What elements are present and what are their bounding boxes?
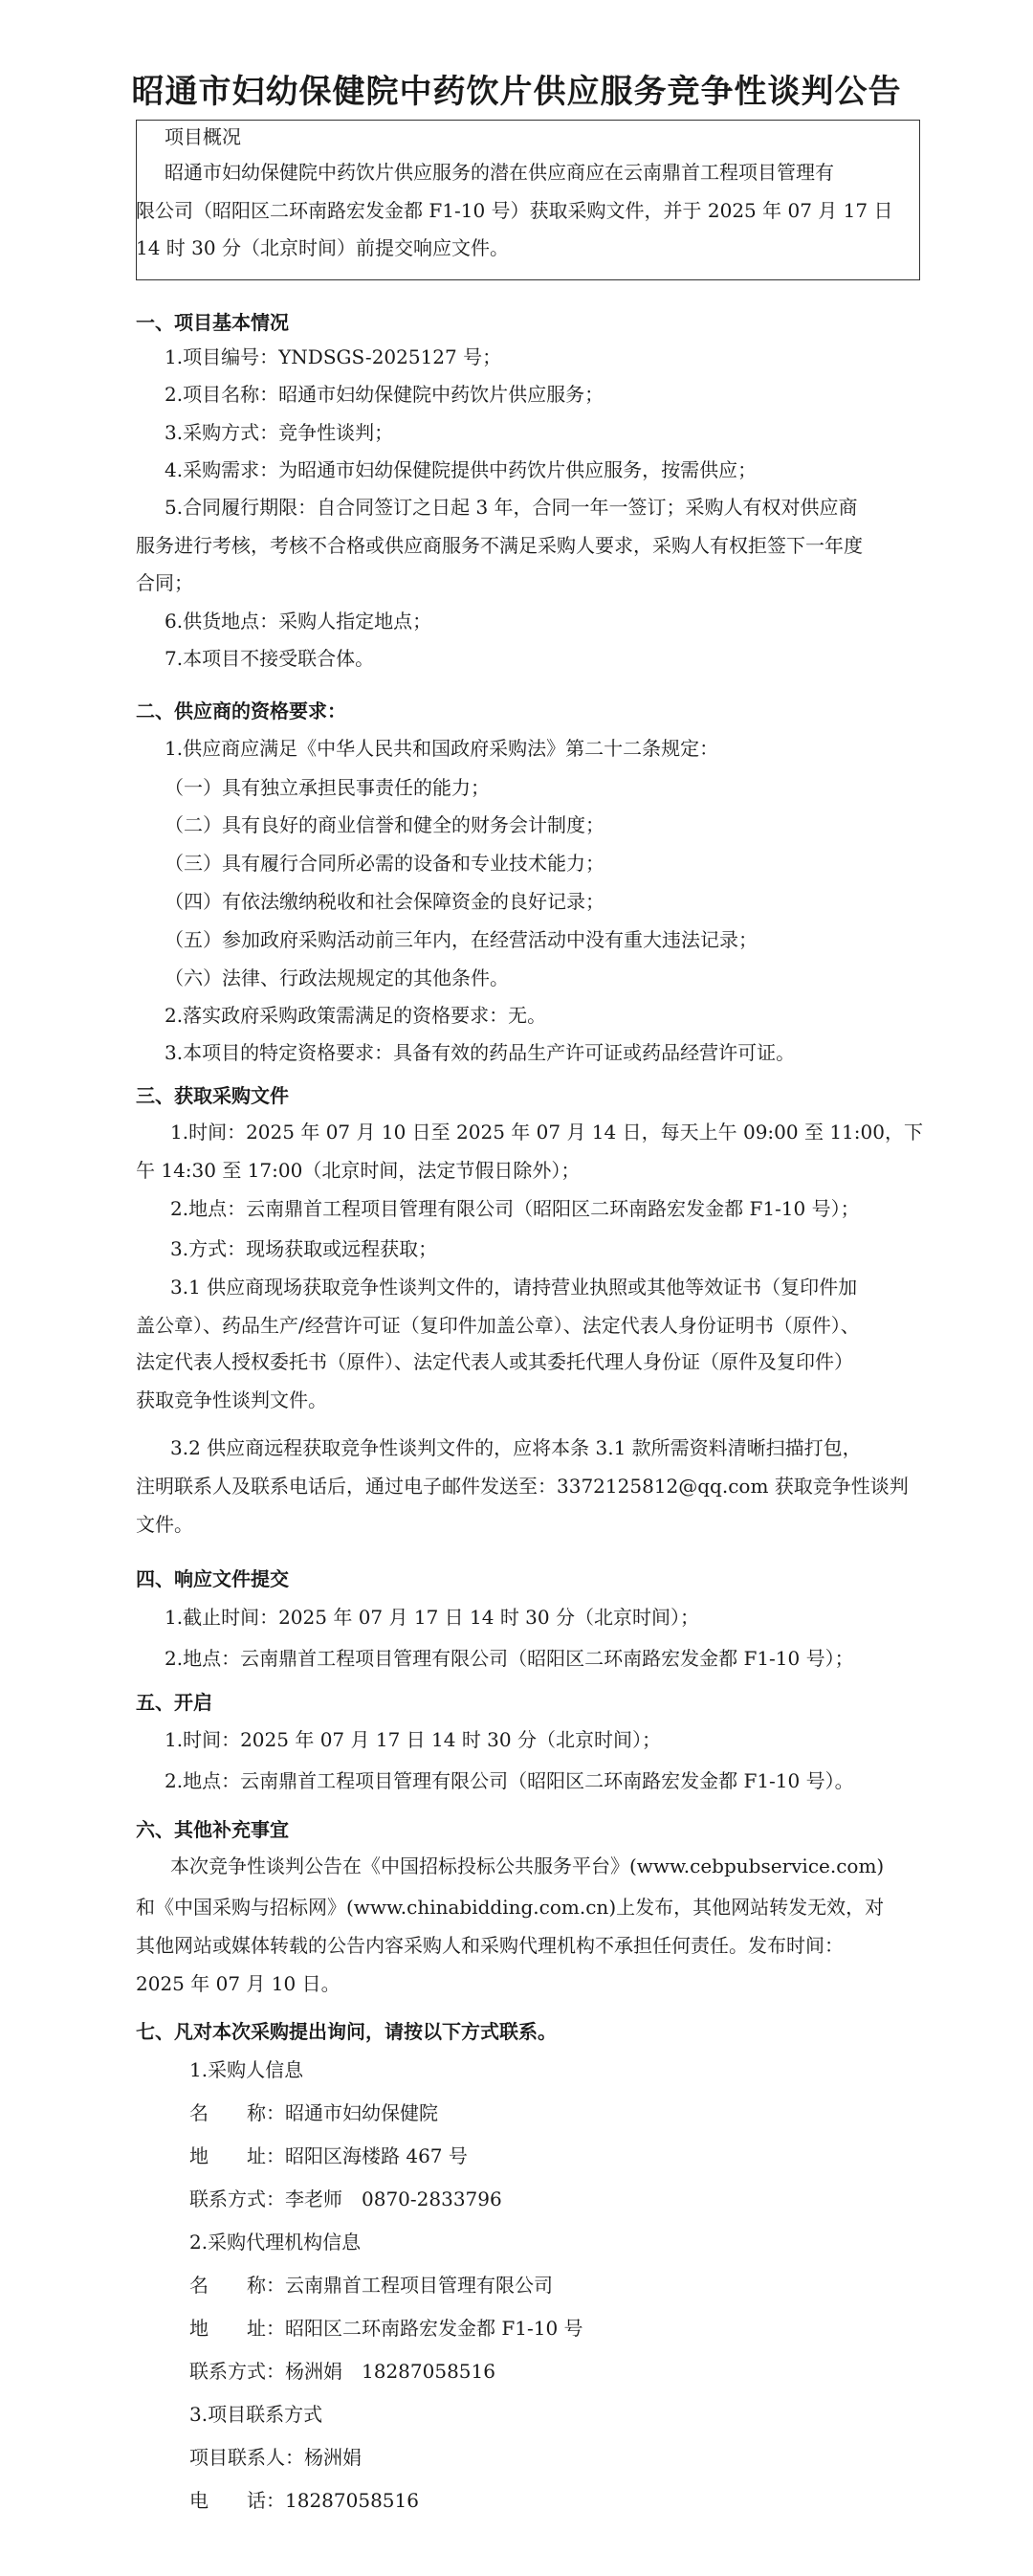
- section-heading-basic-info: 一、项目基本情况: [136, 311, 289, 334]
- section-line: 3.1 供应商现场获取竞争性谈判文件的，请持营业执照或其他等效证书（复印件加: [170, 1276, 858, 1299]
- section-line: 7.本项目不接受联合体。: [165, 647, 375, 670]
- section-line: 其他网站或媒体转载的公告内容采购人和采购代理机构不承担任何责任。发布时间：: [136, 1934, 844, 1957]
- contact-line: 联系方式：杨洲娟 18287058516: [189, 2360, 495, 2383]
- page-title: 昭通市妇幼保健院中药饮片供应服务竞争性谈判公告: [131, 73, 902, 111]
- section-line: 和《中国采购与招标网》(www.chinabidding.com.cn)上发布，其他网站转发无效，对: [136, 1896, 885, 1919]
- section-line: 6.供货地点：采购人指定地点；: [165, 610, 432, 633]
- section-line: 2.地点：云南鼎首工程项目管理有限公司（昭阳区二环南路宏发金都 F1-10 号）；: [165, 1647, 854, 1670]
- section-line: （三）具有履行合同所必需的设备和专业技术能力；: [165, 852, 604, 875]
- section-line: 服务进行考核，考核不合格或供应商服务不满足采购人要求，采购人有权拒签下一年度: [136, 534, 863, 557]
- section-heading-contact: 七、凡对本次采购提出询问，请按以下方式联系。: [136, 2020, 557, 2043]
- section-line: 1.供应商应满足《中华人民共和国政府采购法》第二十二条规定：: [165, 737, 719, 760]
- section-line: 3.方式：现场获取或远程获取；: [170, 1237, 438, 1260]
- section-line: 文件。: [136, 1513, 193, 1536]
- section-line: 3.2 供应商远程获取竞争性谈判文件的，应将本条 3.1 款所需资料清晰扫描打包，: [170, 1436, 862, 1459]
- section-line: （五）参加政府采购活动前三年内，在经营活动中没有重大违法记录；: [165, 928, 758, 951]
- contact-line: 名 称：昭通市妇幼保健院: [189, 2101, 438, 2124]
- contact-line: 地 址：昭阳区海楼路 467 号: [189, 2144, 468, 2167]
- section-line: 1.时间：2025 年 07 月 10 日至 2025 年 07 月 14 日，每天上午 09:00 至 11:00，下: [170, 1121, 923, 1144]
- overview-line: 限公司（昭阳区二环南路宏发金都 F1-10 号）获取采购文件，并于 2025 年 07 月 17 日: [136, 199, 893, 222]
- section-line: 2.地点：云南鼎首工程项目管理有限公司（昭阳区二环南路宏发金都 F1-10 号）；: [170, 1197, 860, 1220]
- section-line: 本次竞争性谈判公告在《中国招标投标公共服务平台》(www.cebpubservice.com): [170, 1854, 885, 1877]
- section-heading-qualifications: 二、供应商的资格要求：: [136, 700, 346, 722]
- section-line: 盖公章）、药品生产/经营许可证（复印件加盖公章）、法定代表人身份证明书（原件）、: [136, 1314, 860, 1337]
- contact-line: 电 话：18287058516: [189, 2489, 419, 2512]
- section-heading-opening: 五、开启: [136, 1691, 212, 1714]
- section-heading-other-matters: 六、其他补充事宜: [136, 1818, 289, 1841]
- section-line: 1.时间：2025 年 07 月 17 日 14 时 30 分（北京时间）；: [165, 1728, 661, 1751]
- section-line: 1.截止时间：2025 年 07 月 17 日 14 时 30 分（北京时间）；: [165, 1606, 699, 1629]
- contact-group-title: 2.采购代理机构信息: [189, 2231, 362, 2254]
- section-line: 获取竞争性谈判文件。: [136, 1388, 327, 1411]
- contact-line: 联系方式：李老师 0870-2833796: [189, 2187, 502, 2210]
- section-line: 4.采购需求：为昭通市妇幼保健院提供中药饮片供应服务，按需供应；: [165, 458, 758, 481]
- contact-line: 名 称：云南鼎首工程项目管理有限公司: [189, 2274, 553, 2297]
- overview-line: 昭通市妇幼保健院中药饮片供应服务的潜在供应商应在云南鼎首工程项目管理有: [165, 161, 834, 184]
- section-line: （二）具有良好的商业信誉和健全的财务会计制度；: [165, 813, 604, 836]
- section-line: 注明联系人及联系电话后，通过电子邮件发送至：3372125812@qq.com 获取竞争性谈判: [136, 1475, 909, 1498]
- overview-line: 14 时 30 分（北京时间）前提交响应文件。: [136, 236, 509, 259]
- section-line: （四）有依法缴纳税收和社会保障资金的良好记录；: [165, 890, 604, 913]
- contact-line: 项目联系人：杨洲娟: [189, 2446, 362, 2469]
- contact-group-title: 1.采购人信息: [189, 2058, 304, 2081]
- section-heading-response-submission: 四、响应文件提交: [136, 1567, 289, 1590]
- overview-label: 项目概况: [165, 125, 241, 148]
- section-line: （六）法律、行政法规规定的其他条件。: [165, 966, 509, 989]
- section-heading-obtain-documents: 三、获取采购文件: [136, 1084, 289, 1107]
- contact-line: 地 址：昭阳区二环南路宏发金都 F1-10 号: [189, 2317, 583, 2340]
- section-line: 合同；: [136, 571, 193, 594]
- section-line: 午 14:30 至 17:00（北京时间，法定节假日除外）；: [136, 1159, 581, 1182]
- section-line: 法定代表人授权委托书（原件）、法定代表人或其委托代理人身份证（原件及复印件）: [136, 1350, 853, 1373]
- section-line: 5.合同履行期限：自合同签订之日起 3 年，合同一年一签订；采购人有权对供应商: [165, 496, 858, 519]
- section-line: 2.项目名称：昭通市妇幼保健院中药饮片供应服务；: [165, 383, 604, 406]
- section-line: 2.地点：云南鼎首工程项目管理有限公司（昭阳区二环南路宏发金都 F1-10 号）。: [165, 1769, 854, 1792]
- section-line: 3.采购方式：竞争性谈判；: [165, 421, 394, 444]
- section-line: 2025 年 07 月 10 日。: [136, 1972, 341, 1995]
- section-line: 1.项目编号：YNDSGS-2025127 号；: [165, 345, 502, 368]
- section-line: （一）具有独立承担民事责任的能力；: [165, 776, 490, 799]
- section-line: 3.本项目的特定资格要求：具备有效的药品生产许可证或药品经营许可证。: [165, 1041, 796, 1064]
- section-line: 2.落实政府采购政策需满足的资格要求：无。: [165, 1004, 547, 1027]
- contact-group-title: 3.项目联系方式: [189, 2403, 323, 2426]
